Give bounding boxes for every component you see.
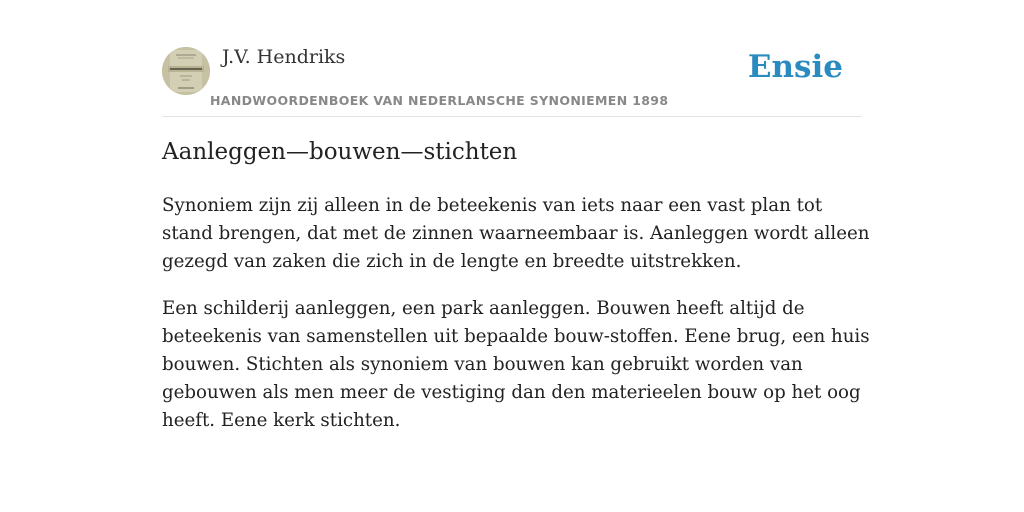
entry-paragraph: Synoniem zijn zij alleen in de beteekenis van iets naar een vast plan tot stand brengen, dat met de zinnen waarneembaar is. Aanleggen wordt alleen gezegd van zaken die zich in de lengte en breedte uitstrekken. bbox=[162, 195, 870, 272]
entry-paragraph: Een schilderij aanleggen, een park aanleggen. Bouwen heeft altijd de beteekenis van samenstellen uit bepaalde bouw-stoffen. Eene brug, een huis bouwen. Stichten als synoniem van bouwen kan gebruikt worden van gebouwen als men meer de vestiging dan den materieelen bouw op het oog heeft. Eene kerk stichten. bbox=[162, 298, 870, 431]
brand-logo[interactable]: Ensie bbox=[747, 49, 843, 85]
book-cover-avatar[interactable] bbox=[162, 47, 210, 95]
entry-content bbox=[162, 192, 872, 454]
source-title[interactable]: HANDWOORDENBOEK VAN NEDERLANSCHE SYNONIEMEN 1898 bbox=[210, 93, 669, 108]
entry-title: Aanleggen—bouwen—stichten bbox=[162, 139, 518, 165]
author-name[interactable]: J.V. Hendriks bbox=[222, 46, 346, 68]
header bbox=[162, 40, 862, 117]
book-cover-icon bbox=[162, 47, 210, 95]
